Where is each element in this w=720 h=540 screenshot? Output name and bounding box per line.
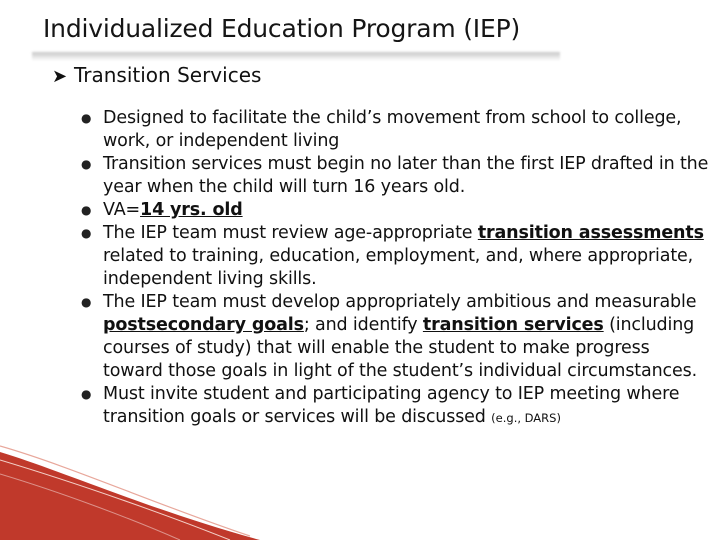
bullet-text: The IEP team must develop appropriately ambitious and measurable [103,292,697,312]
bullet-item [81,153,709,199]
slide-title: Individualized Education Program (IEP) [43,14,521,43]
arrow-bullet-icon: ➤ [52,66,68,87]
bullet-dot-icon: ● [81,203,92,217]
bullet-emphasis: postsecondary goals [103,315,304,335]
bullet-emphasis: transition services [422,315,604,335]
corner-decoration [0,440,260,540]
bullet-dot-icon: ● [81,295,92,309]
bullet-note: (e.g., DARS) [491,411,561,425]
bullet-text: Designed to facilitate the child’s movement from school to college, work, or independent living [103,108,682,151]
section-heading-text: Transition Services [74,63,262,87]
bullet-item [81,222,709,291]
bullet-text: VA= [103,200,141,220]
bullet-text: Transition services must begin no later than the first IEP drafted in the year when the child will turn 16 years old. [103,154,709,197]
section-heading [52,61,261,91]
bullet-emphasis: 14 yrs. old [140,200,243,220]
title-underline-shadow [32,52,560,61]
bullet-item [81,291,709,383]
bullet-text: ; and identify [303,315,423,335]
bullet-text: The IEP team must review age-appropriate [103,223,478,243]
bullet-item [81,199,709,222]
bullet-text: related to training, education, employment, and, where appropriate, independent living skills. [103,246,694,289]
bullet-item [81,107,709,153]
bullet-emphasis: transition assessments [477,223,704,243]
bullet-dot-icon: ● [81,226,92,240]
bullet-dot-icon: ● [81,111,92,125]
corner-wave-fill [0,452,260,540]
bullet-list [81,107,709,430]
bullet-text: (including courses of study) that will enable the student to make progress toward those goals in light of the student’s individual circumstances. [103,315,697,381]
bullet-item [81,383,709,430]
bullet-dot-icon: ● [81,157,92,171]
bullet-dot-icon: ● [81,387,92,401]
bullet-text: Must invite student and participating agency to IEP meeting where transition goals or services will be discussed [103,384,680,427]
